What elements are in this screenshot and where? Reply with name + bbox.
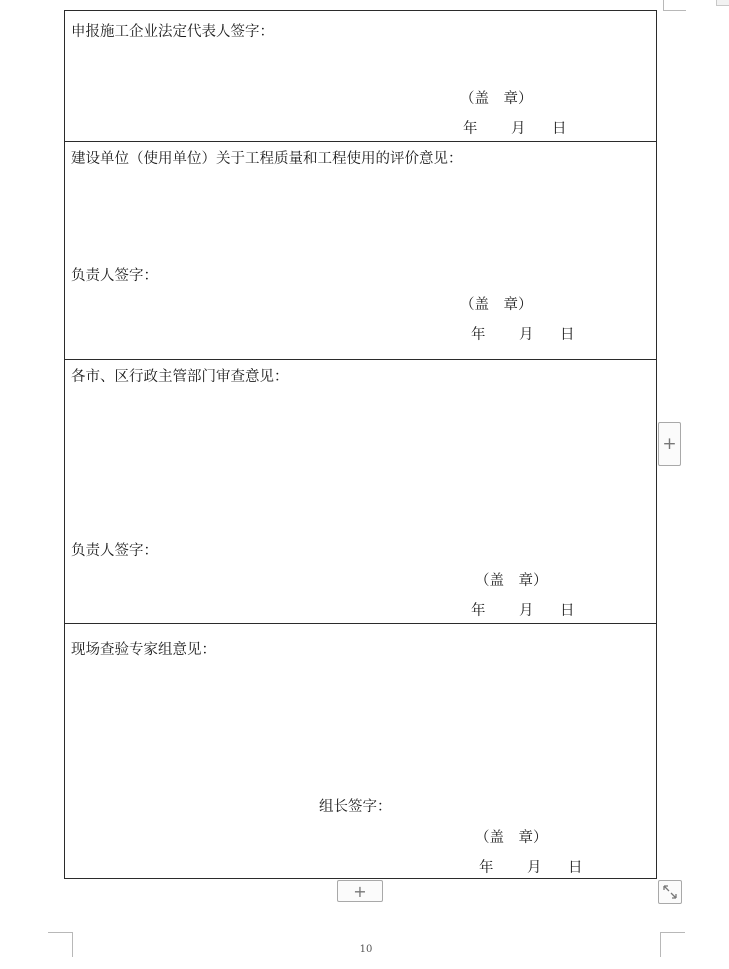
plus-icon: +	[662, 434, 677, 454]
experts-label: 现场查验专家组意见：	[71, 642, 216, 658]
page-corner-bottom-left	[48, 932, 73, 957]
experts-date-month: 月	[527, 860, 542, 876]
experts-date-year: 年	[479, 860, 494, 876]
plus-icon: +	[353, 881, 367, 901]
authority-date-month: 月	[519, 603, 534, 619]
experts-date-day: 日	[568, 860, 583, 876]
add-column-button[interactable]	[658, 422, 681, 466]
owner-label: 建设单位（使用单位）关于工程质量和工程使用的评价意见：	[71, 151, 463, 167]
table-resize-handle[interactable]	[658, 880, 682, 904]
owner-date-year: 年	[471, 327, 486, 343]
applicant-seal: （盖 章）	[460, 91, 533, 107]
authority-date-year: 年	[471, 603, 486, 619]
page-corner-bottom-right	[660, 932, 685, 957]
resize-icon	[662, 884, 678, 900]
experts-seal: （盖 章）	[475, 830, 548, 846]
authority-label: 各市、区行政主管部门审查意见：	[71, 369, 289, 385]
table-row-experts[interactable]	[65, 623, 656, 878]
owner-date-day: 日	[560, 327, 575, 343]
scrollbar-thumb[interactable]	[716, 0, 729, 6]
table-row-owner[interactable]	[65, 141, 656, 360]
page-number: 10	[359, 944, 373, 955]
experts-signer: 组长签字：	[319, 799, 392, 815]
authority-date-day: 日	[560, 603, 575, 619]
add-row-button[interactable]	[337, 880, 383, 902]
owner-signer: 负责人签字：	[71, 268, 158, 284]
applicant-date-year: 年	[463, 121, 478, 137]
page-corner-top-right	[663, 0, 686, 11]
applicant-date-day: 日	[552, 121, 567, 137]
table-row-applicant[interactable]	[65, 11, 656, 142]
owner-seal: （盖 章）	[460, 297, 533, 313]
approval-table	[64, 10, 657, 879]
applicant-date-month: 月	[511, 121, 526, 137]
applicant-label: 申报施工企业法定代表人签字：	[71, 24, 274, 40]
owner-date-month: 月	[519, 327, 534, 343]
table-row-authority[interactable]	[65, 359, 656, 624]
authority-signer: 负责人签字：	[71, 543, 158, 559]
authority-seal: （盖 章）	[475, 573, 548, 589]
